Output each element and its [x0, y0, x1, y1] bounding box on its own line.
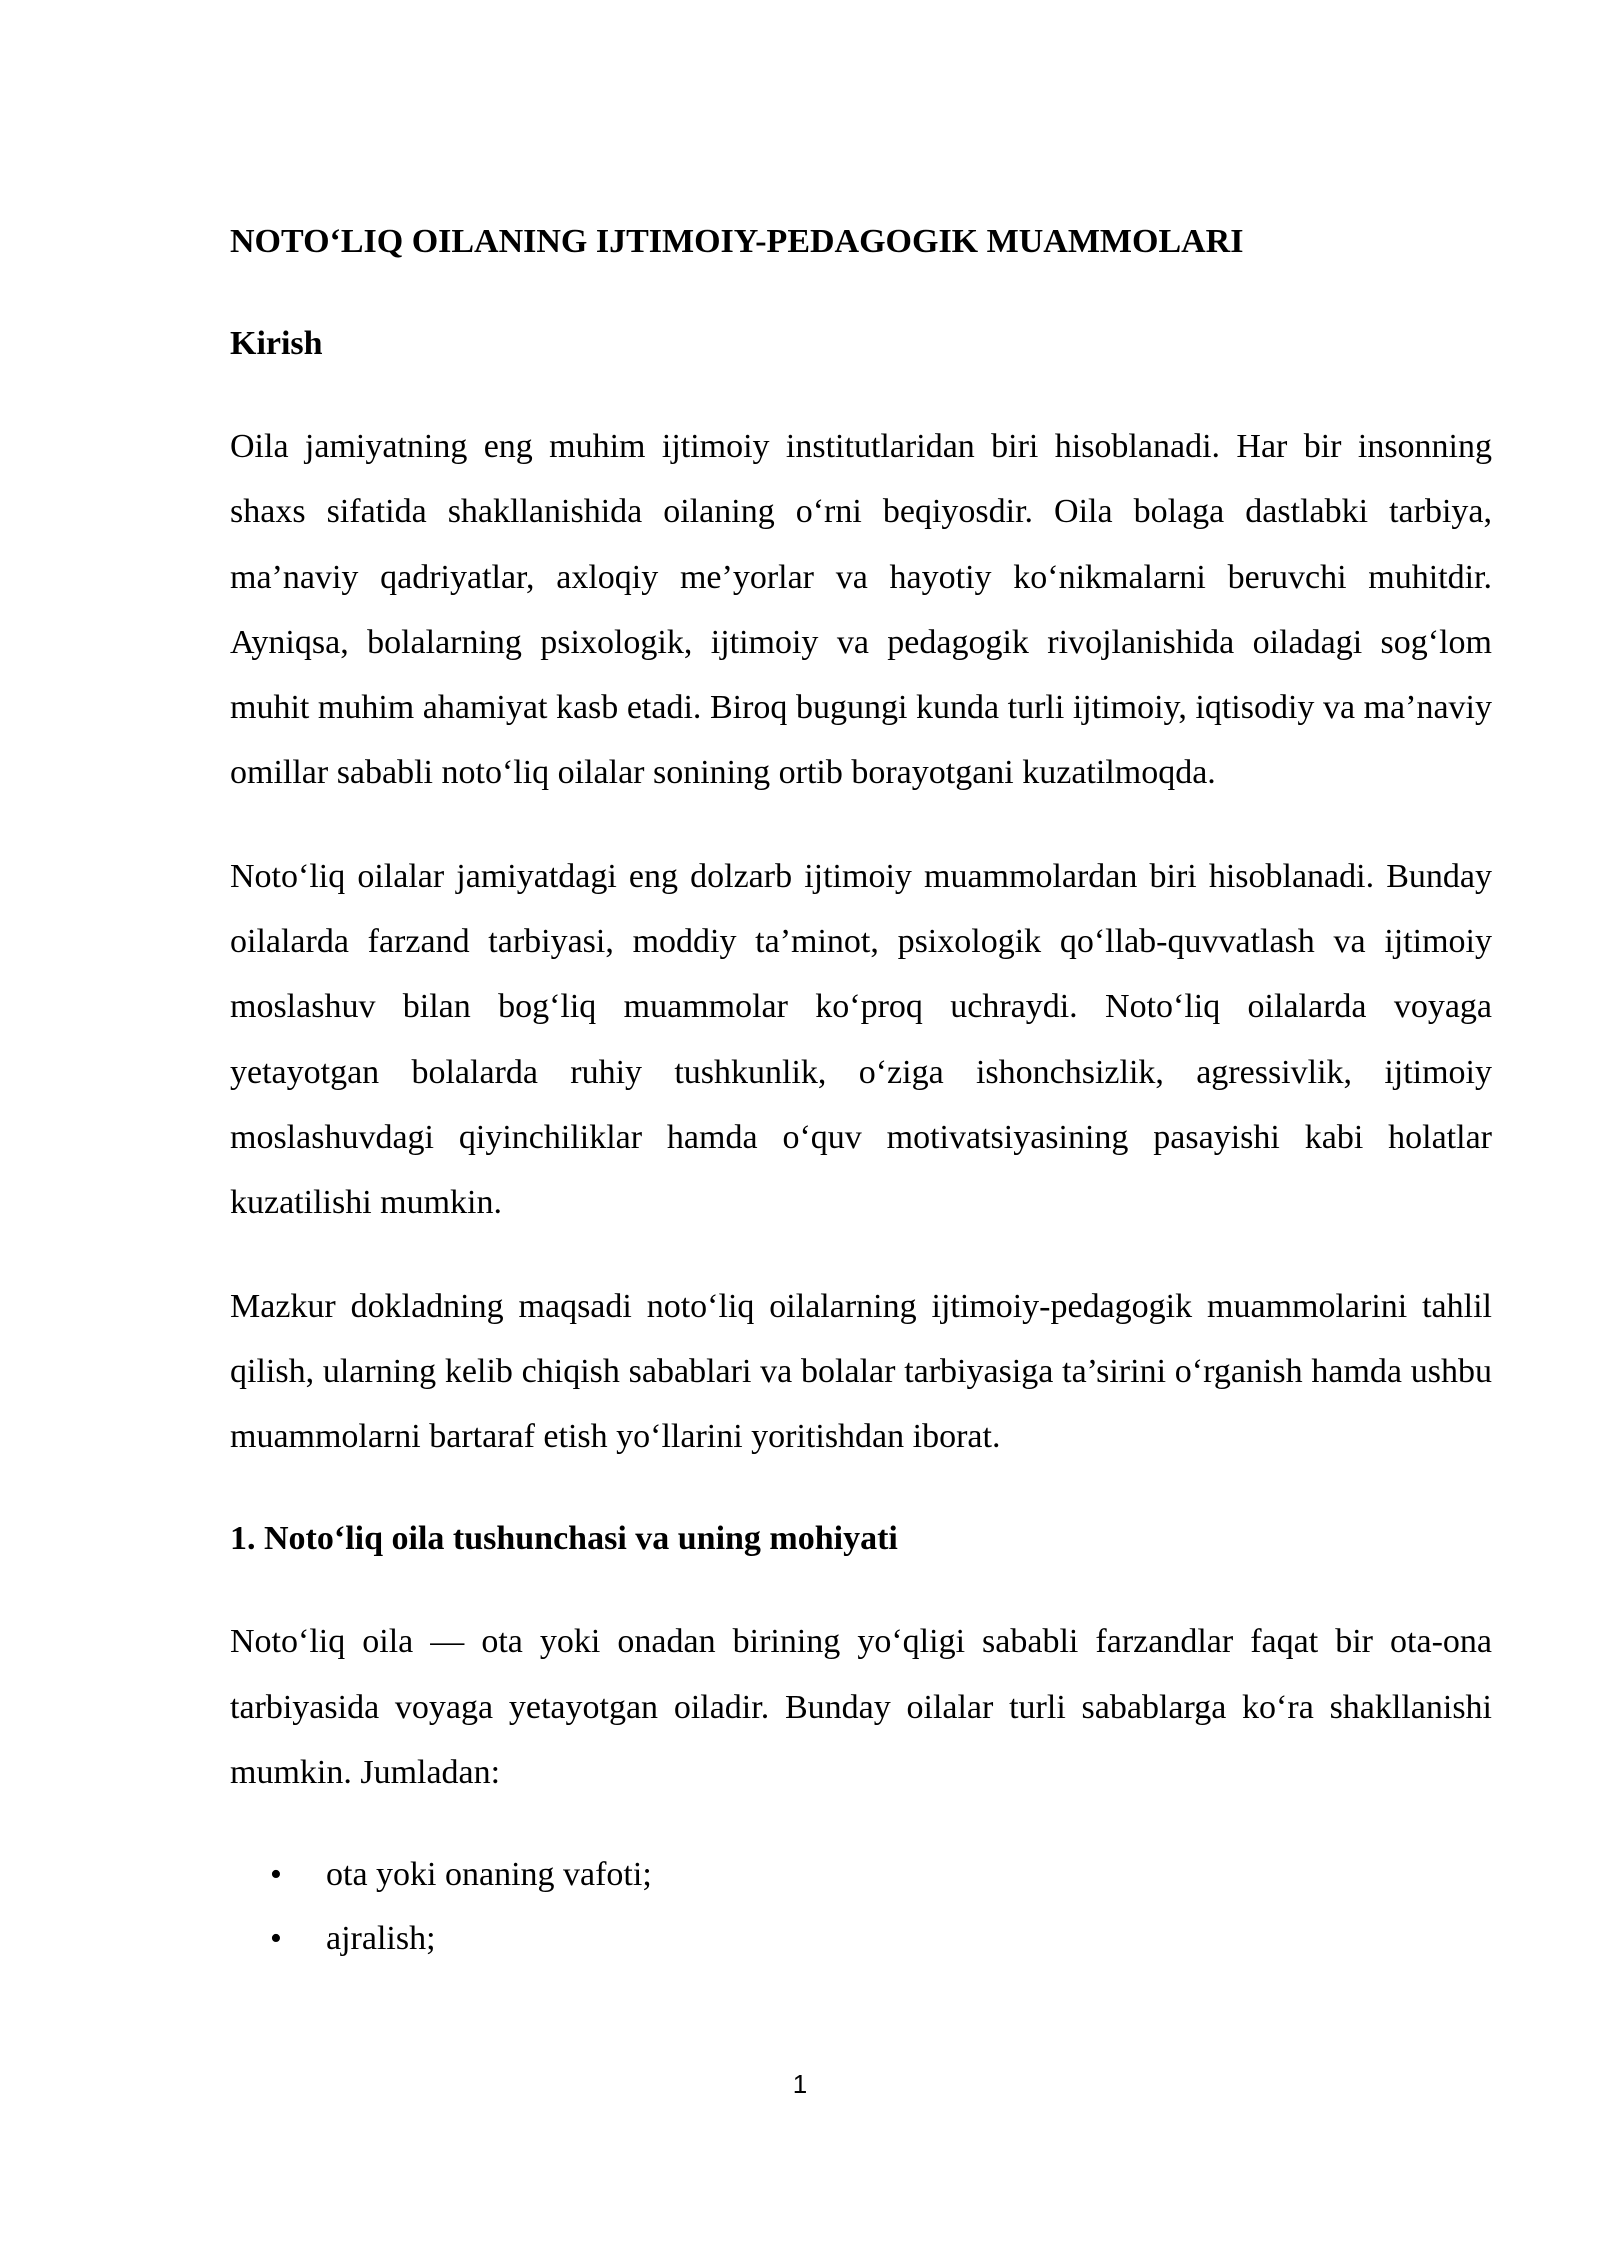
page-content [230, 210, 1492, 1971]
section-1-paragraph: Noto‘liq oila — ota yoki onadan birining yo‘qligi sababli farzandlar faqat bir ota-ona tarbiyasida voyaga yetayotgan oiladir. Bunday oilalar turli sabablarga ko‘ra shakllanishi mumkin. Jumladan: [230, 1623, 1492, 1792]
bullet-icon: • [270, 1920, 282, 1958]
list-item [230, 1907, 1492, 1971]
page-number: 1 [792, 2069, 808, 2099]
intro-paragraph-1: Oila jamiyatning eng muhim ijtimoiy institutlaridan biri hisoblanadi. Har bir insonning shaxs sifatida shakllanishida oilaning o‘rni beqiyosdir. Oila bolaga dastlabki tarbiya, ma’naviy qadriyatlar, axloqiy me’yorlar va hayotiy ko‘nikmalarni beruvchi muhitdir. Ayniqsa, bolalarning psixologik, ijtimoiy va pedagogik rivojlanishida oiladagi sog‘lom muhit muhim ahamiyat kasb etadi. Biroq bugungi kunda turli ijtimoiy, iqtisodiy va ma’naviy omillar sababli noto‘liq oilalar sonining ortib borayotgani kuzatilmoqda. [230, 428, 1492, 792]
section-1-heading: 1. Noto‘liq oila tushunchasi va uning mohiyati [230, 1520, 898, 1558]
intro-paragraph-2: Noto‘liq oilalar jamiyatdagi eng dolzarb ijtimoiy muammolardan biri hisoblanadi. Bunday oilalarda farzand tarbiyasi, moddiy ta’minot, psixologik qo‘llab-quvvatlash va ijtimoiy moslashuv bilan bog‘liq muammolar ko‘proq uchraydi. Noto‘liq oilalarda voyaga yetayotgan bolalarda ruhiy tushkunlik, o‘ziga ishonchsizlik, agressivlik, ijtimoiy moslashuvdagi qiyinchiliklar hamda o‘quv motivatsiyasining pasayishi kabi holatlar kuzatilishi mumkin. [230, 857, 1492, 1222]
list-item-text: ota yoki onaning vafoti; [326, 1856, 652, 1894]
bullet-icon: • [270, 1856, 282, 1894]
list-item [230, 1843, 1492, 1907]
list-item-text: ajralish; [326, 1920, 436, 1958]
document-title: NOTO‘LIQ OILANING IJTIMOIY-PEDAGOGIK MUAMMOLARI [230, 223, 1244, 260]
intro-paragraph-3: Mazkur dokladning maqsadi noto‘liq oilalarning ijtimoiy-pedagogik muammolarini tahlil qilish, ularning kelib chiqish sabablari va bolalar tarbiyasiga ta’sirini o‘rganish hamda ushbu muammolarni bartaraf etish yo‘llarini yoritishdan iborat. [230, 1287, 1492, 1456]
intro-heading: Kirish [230, 325, 323, 362]
causes-list [230, 1843, 1492, 1971]
